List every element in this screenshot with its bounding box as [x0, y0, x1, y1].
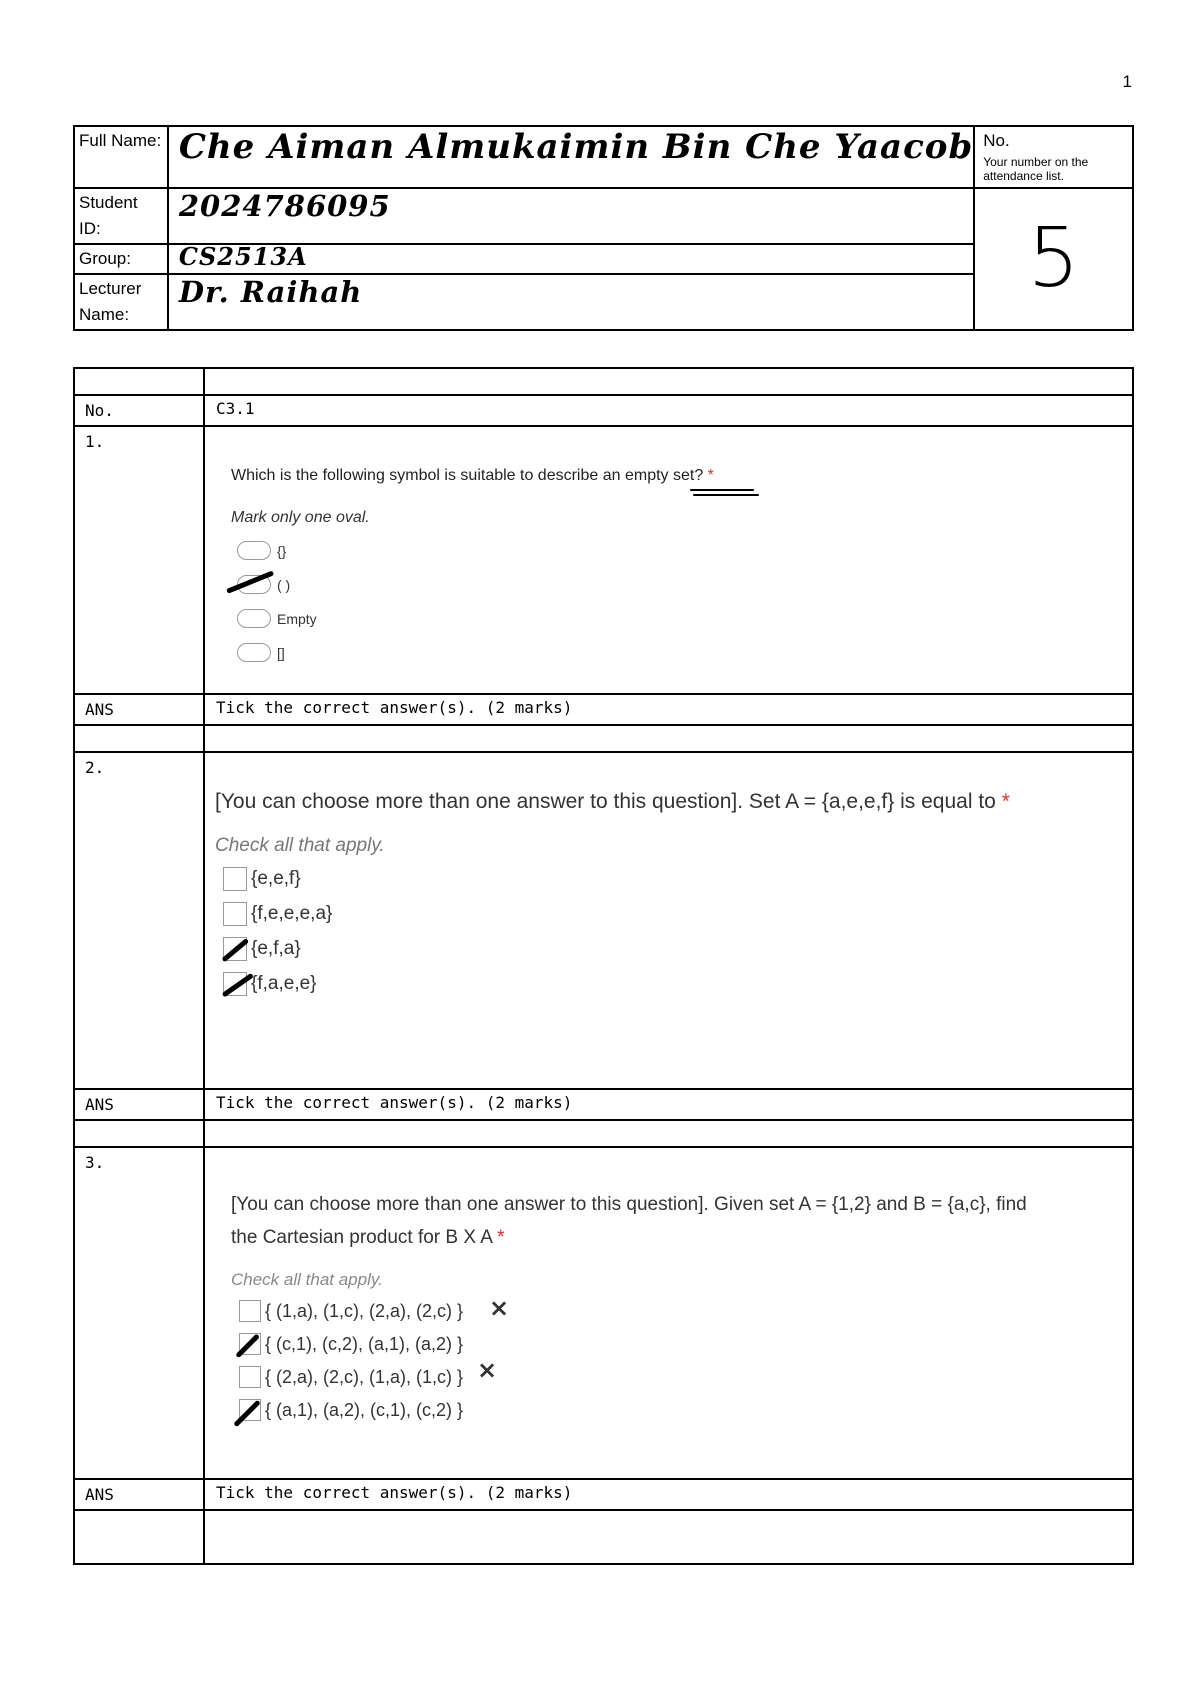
required-marker: *	[497, 1227, 505, 1248]
student-id-label: Student ID:	[74, 188, 168, 244]
checkbox-option[interactable]: {f,e,e,e,a}	[215, 901, 1132, 927]
checkbox-option[interactable]: { (2,a), (2,c), (1,a), (1,c) } ×	[231, 1365, 1132, 1389]
student-info-box	[73, 125, 1134, 331]
question-2-form	[204, 752, 1133, 1089]
radio-option[interactable]: []	[231, 642, 1132, 663]
group-value: CS2513A	[168, 244, 974, 274]
lecturer-value: Dr. Raihah	[168, 274, 974, 330]
required-marker: *	[707, 467, 714, 484]
question-3-form	[204, 1147, 1133, 1479]
checkbox-option-selected[interactable]: {e,f,a}	[215, 936, 1132, 962]
radio-oval[interactable]	[237, 643, 271, 662]
checkbox-option[interactable]: {e,e,f}	[215, 866, 1132, 892]
checkbox-option-selected[interactable]: { (a,1), (a,2), (c,1), (c,2) }	[231, 1398, 1132, 1422]
radio-option[interactable]: {}	[231, 540, 1132, 561]
question-1-form	[204, 426, 1133, 694]
question-hint: Check all that apply.	[231, 1270, 383, 1289]
question-number: 2.	[74, 752, 204, 1089]
checkbox[interactable]	[239, 1300, 261, 1322]
ans-label: ANS	[74, 1479, 204, 1510]
checkbox-option-selected[interactable]: { (c,1), (c,2), (a,1), (a,2) }	[231, 1332, 1132, 1356]
handwritten-underline	[693, 494, 759, 496]
full-name-label: Full Name:	[74, 126, 168, 188]
no-hint: Your number on the attendance list.	[983, 155, 1089, 183]
attendance-number-label	[974, 126, 1133, 188]
required-marker: *	[1001, 790, 1010, 813]
col-section-header: C3.1	[204, 395, 1133, 426]
question-hint: Mark only one oval.	[231, 509, 370, 526]
radio-option-selected[interactable]: ( )	[231, 574, 1132, 595]
ans-instruction: Tick the correct answer(s). (2 marks)	[204, 1089, 1133, 1120]
checkbox[interactable]	[223, 867, 247, 891]
ans-instruction: Tick the correct answer(s). (2 marks)	[204, 1479, 1133, 1510]
question-prompt: [You can choose more than one answer to this question]. Given set A = {1,2} and B = {a,c}, find the Cartesian product for B X A *	[231, 1194, 1027, 1248]
attendance-number-value: 5	[974, 188, 1133, 330]
checkbox[interactable]	[223, 902, 247, 926]
question-prompt: [You can choose more than one answer to this question]. Set A = {a,e,e,f} is equal to *	[215, 790, 1010, 813]
ans-label: ANS	[74, 694, 204, 725]
page-number: 1	[1122, 72, 1132, 91]
handwritten-underline	[690, 489, 754, 491]
checkbox[interactable]	[239, 1366, 261, 1388]
ans-instruction: Tick the correct answer(s). (2 marks)	[204, 694, 1133, 725]
question-number: 3.	[74, 1147, 204, 1479]
handwritten-cross-mark: ×	[477, 1356, 498, 1384]
ans-label: ANS	[74, 1089, 204, 1120]
radio-oval[interactable]	[237, 541, 271, 560]
question-prompt: Which is the following symbol is suitable to describe an empty set? *	[231, 467, 1132, 485]
radio-oval[interactable]	[237, 609, 271, 628]
question-number: 1.	[74, 426, 204, 694]
lecturer-label: Lecturer Name:	[74, 274, 168, 330]
radio-option[interactable]: Empty	[231, 608, 1132, 629]
group-label: Group:	[74, 244, 168, 274]
question-hint: Check all that apply.	[215, 835, 385, 856]
checkbox-option-selected[interactable]: {f,a,e,e}	[215, 971, 1132, 997]
no-label: No.	[983, 131, 1010, 150]
question-table	[73, 367, 1134, 1565]
col-no-header: No.	[74, 395, 204, 426]
student-id-value: 2024786095	[168, 188, 974, 244]
full-name-value: Che Aiman Almukaimin Bin Che Yaacob	[168, 126, 974, 188]
handwritten-cross-mark: ×	[489, 1294, 510, 1322]
checkbox-option[interactable]: { (1,a), (1,c), (2,a), (2,c) } ×	[231, 1299, 1132, 1323]
